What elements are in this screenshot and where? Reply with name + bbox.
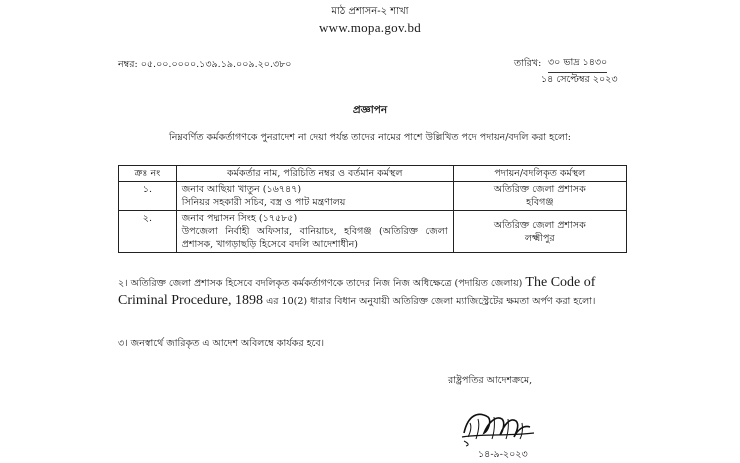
row-serial: ১. [119,182,177,211]
header-serial: ক্রঃ নং [119,166,177,182]
row-officer [176,211,453,253]
row-posting [453,211,626,253]
officer-current-post: সিনিয়র সহকারী সচিব, বস্ত্র ও পাট মন্ত্রণালয় [181,197,346,208]
officer-name: জনাব পদ্মাসন সিংহ (১৭৫৮৫) [181,213,298,224]
intro-text: নিম্নবর্ণিত কর্মকর্তাগণকে পুনরাদেশ না দেয়া পর্যন্ত তাদের নামের পাশে উল্লিখিত পদে পদায়ন/বদলি করা হলো: [169,132,571,143]
table-header-row [119,166,627,182]
para2-prefix: ২। অতিরিক্ত জেলা প্রশাসক হিসেবে বদলিকৃত কর্মকর্তাগণকে তাদের নিজ নিজ অধিক্ষেত্রে (পদায়িত জেলায়) [118,278,523,289]
row-officer [176,182,453,211]
date-bangla: ৩০ ভাদ্র ১৪৩০ [548,56,607,73]
officer-name: জনাব আছিয়া খাতুন (১৬৭৪৭) [181,184,302,195]
date-label: তারিখ: [514,58,542,69]
header-posting: পদায়ন/বদলিকৃত কর্মস্থল [453,166,626,182]
row-serial: ২. [119,211,177,253]
signature-date: ১৪-৯-২০২৩ [478,449,528,460]
paragraph-3: ৩। জনস্বার্থে জারিকৃত এ আদেশ অবিলম্বে কার্যকর হবে। [118,338,325,349]
header-officer: কর্মকর্তার নাম, পরিচিতি নম্বর ও বর্তমান কর্মস্থল [176,166,453,182]
table-row [119,211,627,253]
posting-title: অতিরিক্ত জেলা প্রশাসক [493,184,586,195]
memo-number: নম্বর: ০৫.০০.০০০০.১৩৯.১৯.০০৯.২০.৩৮০ [118,59,292,70]
website-url: www.mopa.gov.bd [318,20,422,35]
date-english: ১৪ সেপ্টেম্বর ২০২৩ [541,74,618,85]
notification-title: প্রজ্ঞাপন [352,104,388,116]
paragraph-2 [118,274,630,310]
row-posting [453,182,626,211]
signature-image [458,403,538,447]
law-name: The Code of Criminal Procedure, 1898 [118,275,596,308]
order-line: রাষ্ট্রপতির আদেশক্রমে, [448,375,533,386]
posting-place: লক্ষ্মীপুর [524,232,555,244]
transfer-table [118,165,627,253]
officer-current-post: উপজেলা নির্বাহী অফিসার, বানিয়াচং, হবিগঞ্জ (অতিরিক্ত জেলা প্রশাসক, খাগড়াছড়ি হিসেবে বদলি আদেশাধীন) [181,226,448,250]
posting-place: হবিগঞ্জ [526,197,554,208]
table-row [119,182,627,211]
para2-suffix: এর 10(2) ধারার বিধান অনুযায়ী অতিরিক্ত জেলা ম্যাজিস্ট্রেটের ক্ষমতা অর্পণ করা হলো। [266,296,596,307]
wing-name: মাঠ প্রশাসন-২ শাখা [331,6,409,17]
posting-title: অতিরিক্ত জেলা প্রশাসক [493,219,586,231]
